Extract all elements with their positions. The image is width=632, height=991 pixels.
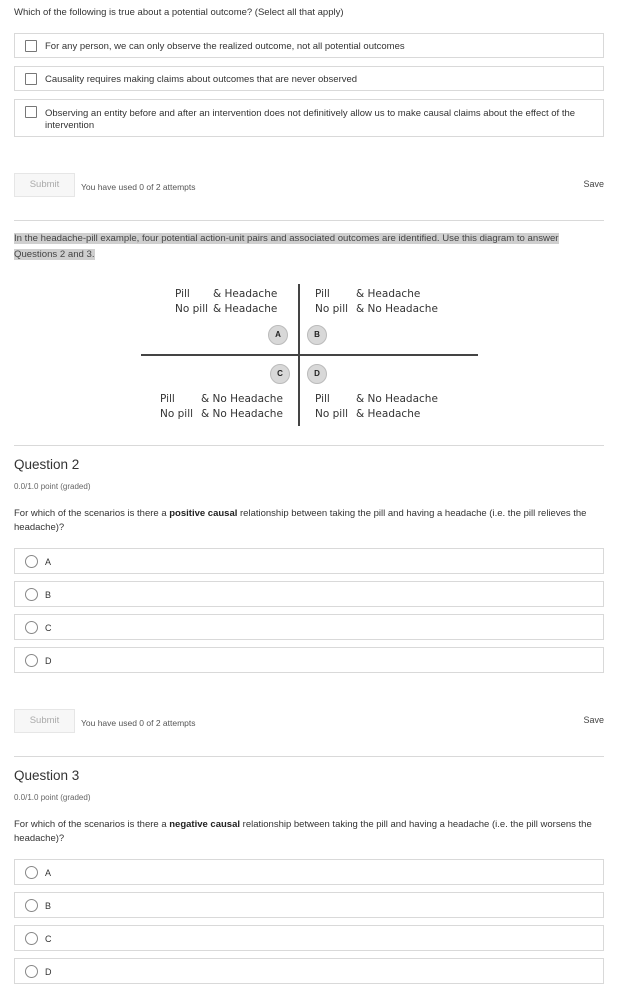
- radio-button[interactable]: [25, 621, 38, 634]
- q2-option-a[interactable]: [14, 548, 604, 574]
- q1-attempts-text: You have used 0 of 2 attempts: [81, 182, 196, 192]
- radio-button[interactable]: [25, 654, 38, 667]
- q1-option-label: Causality requires making claims about outcomes that are never observed: [45, 74, 358, 85]
- q1-option-2[interactable]: [14, 66, 604, 91]
- q2-option-label: D: [45, 656, 52, 666]
- diagram-label-b: B: [307, 325, 327, 345]
- q1-submit-button[interactable]: Submit: [14, 173, 75, 197]
- radio-button[interactable]: [25, 899, 38, 912]
- q1-save-button[interactable]: Save: [583, 179, 604, 189]
- checkbox[interactable]: [25, 73, 37, 85]
- q2-question-text: For which of the scenarios is there a positive causal relationship between taking the pill and having a headache (i.e. the pill relieves the headache)?: [14, 508, 587, 533]
- q3-option-b[interactable]: [14, 892, 604, 918]
- diagram-bl-line2: No pill & No Headache: [160, 408, 283, 420]
- radio-button[interactable]: [25, 555, 38, 568]
- q1-option-3[interactable]: [14, 99, 604, 137]
- radio-button[interactable]: [25, 588, 38, 601]
- divider: [14, 220, 604, 221]
- intro-text: In the headache-pill example, four potential action-unit pairs and associated outcomes are identified. Use this diagram to answer Questions 2 and 3.: [14, 233, 559, 260]
- q1-prompt: Which of the following is true about a potential outcome? (Select all that apply): [14, 7, 344, 18]
- diagram-label-d: D: [307, 364, 327, 384]
- diagram-tr-line1: Pill & Headache: [315, 288, 421, 300]
- divider: [14, 445, 604, 446]
- q1-option-label: For any person, we can only observe the realized outcome, not all potential outcomes: [45, 41, 405, 52]
- radio-button[interactable]: [25, 932, 38, 945]
- q2-option-label: C: [45, 623, 52, 633]
- q3-title: Question 3: [14, 768, 80, 783]
- q3-option-label: D: [45, 967, 52, 977]
- q2-attempts-text: You have used 0 of 2 attempts: [81, 718, 196, 728]
- diagram-br-line2: No pill & Headache: [315, 408, 421, 420]
- q2-option-label: A: [45, 557, 52, 567]
- diagram-tl-line1: Pill & Headache: [175, 288, 278, 300]
- radio-button[interactable]: [25, 965, 38, 978]
- diagram-label-c: C: [270, 364, 290, 384]
- checkbox[interactable]: [25, 106, 37, 118]
- diagram-label-a: A: [268, 325, 288, 345]
- q2-option-d[interactable]: [14, 647, 604, 673]
- q1-option-1[interactable]: [14, 33, 604, 58]
- q2-submit-button[interactable]: Submit: [14, 709, 75, 733]
- q3-points: 0.0/1.0 point (graded): [14, 793, 91, 802]
- diagram-tl-line2: No pill & Headache: [175, 303, 278, 315]
- divider: [14, 756, 604, 757]
- q1-option-label: Observing an entity before and after an intervention does not definitively allow us to make causal claims about the effect of the intervention: [45, 108, 576, 131]
- diagram-br-line1: Pill & No Headache: [315, 393, 438, 405]
- checkbox[interactable]: [25, 40, 37, 52]
- q3-option-label: B: [45, 901, 52, 911]
- q3-option-d[interactable]: [14, 958, 604, 984]
- q2-option-c[interactable]: [14, 614, 604, 640]
- q3-option-c[interactable]: [14, 925, 604, 951]
- q3-option-label: C: [45, 934, 52, 944]
- q2-option-b[interactable]: [14, 581, 604, 607]
- q2-save-button[interactable]: Save: [583, 715, 604, 725]
- diagram-tr-line2: No pill & No Headache: [315, 303, 438, 315]
- radio-button[interactable]: [25, 866, 38, 879]
- q2-option-label: B: [45, 590, 52, 600]
- q2-points: 0.0/1.0 point (graded): [14, 482, 91, 491]
- diagram-horizontal-axis: [141, 354, 478, 356]
- q3-option-a[interactable]: [14, 859, 604, 885]
- diagram-bl-line1: Pill & No Headache: [160, 393, 283, 405]
- diagram-intro: [14, 231, 588, 263]
- q2-title: Question 2: [14, 457, 80, 472]
- q3-question-text: For which of the scenarios is there a negative causal relationship between taking the pill and having a headache (i.e. the pill worsens the headache)?: [14, 819, 592, 844]
- q3-option-label: A: [45, 868, 52, 878]
